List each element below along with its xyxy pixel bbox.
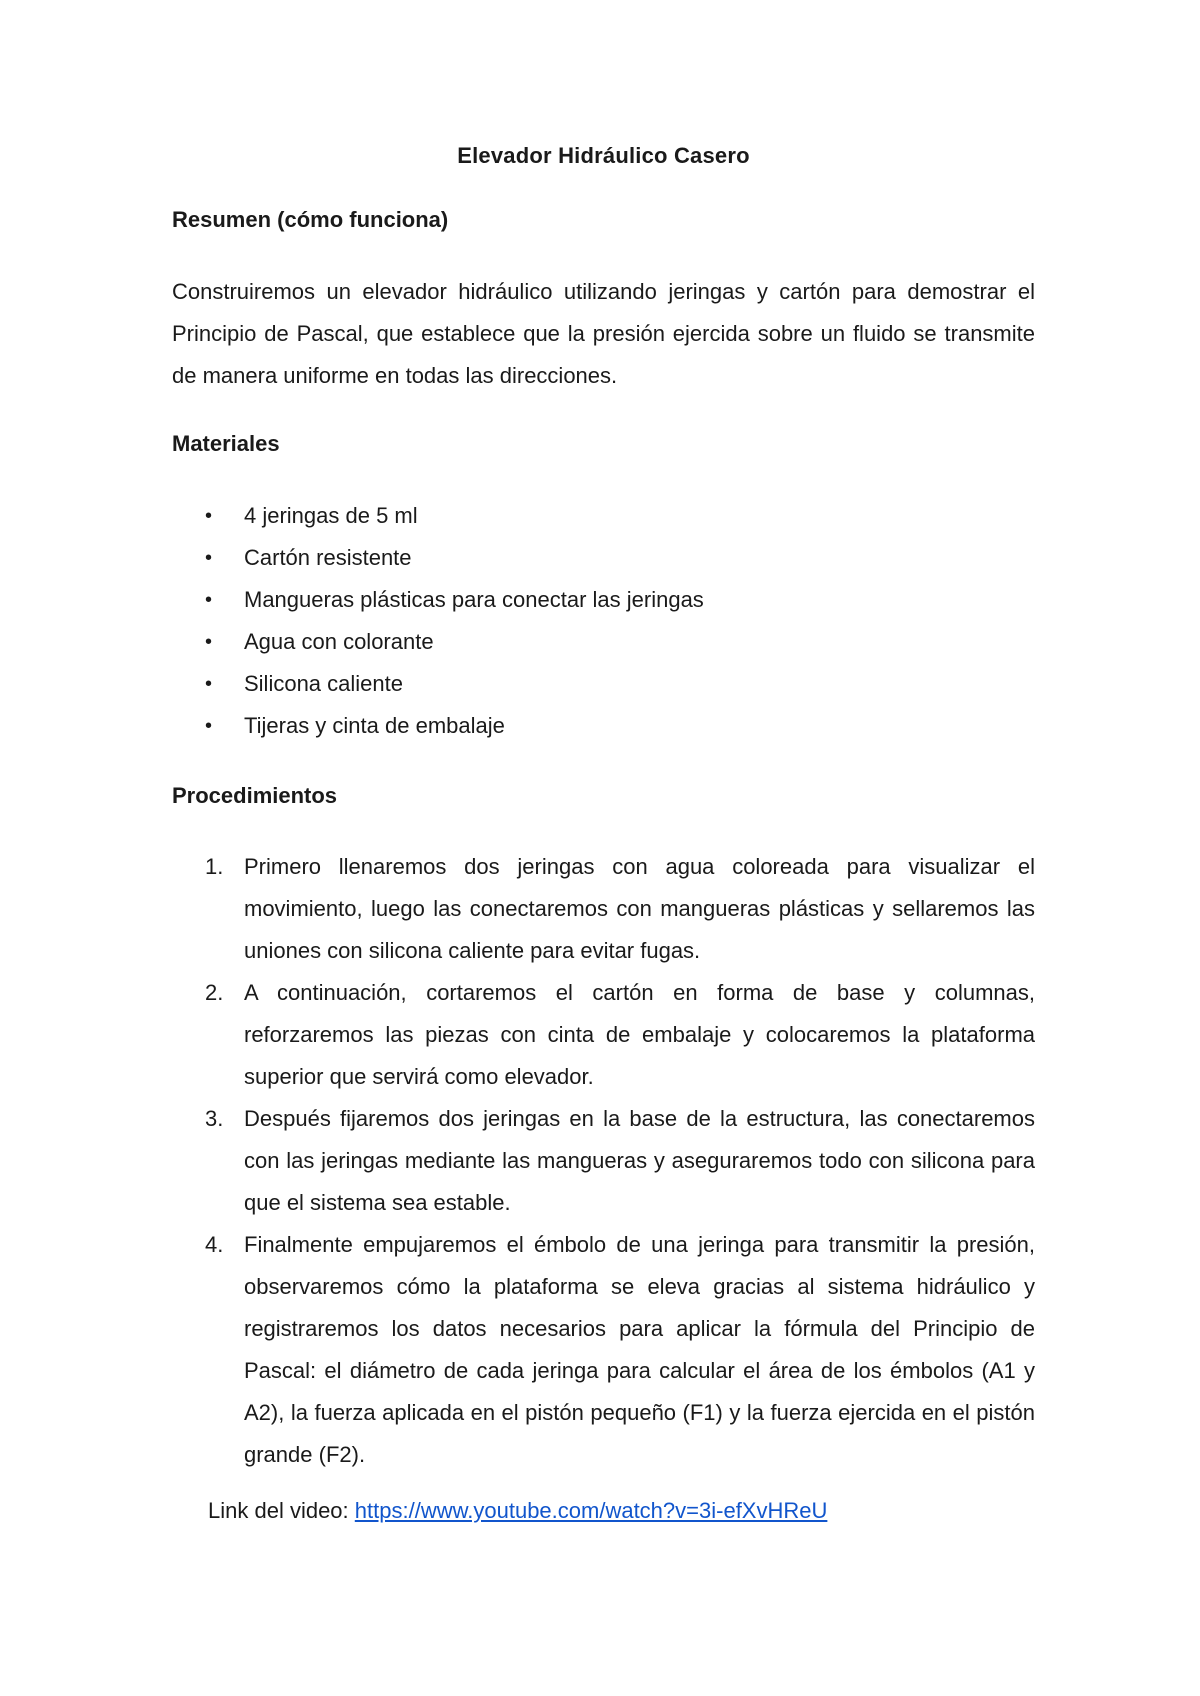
bullet-icon: •: [205, 673, 213, 695]
materials-list: [172, 495, 1035, 747]
document-title: Elevador Hidráulico Casero: [457, 143, 750, 168]
resumen-paragraph: Construiremos un elevador hidráulico utilizando jeringas y cartón para demostrar el Principio de Pascal, que establece que la presión ejercida sobre un fluido se transmite de manera uniforme en todas las direcciones.: [172, 279, 1035, 388]
step-number: 3.: [205, 1106, 224, 1131]
bullet-icon: •: [205, 715, 213, 737]
procedure-step: [172, 846, 1035, 972]
material-label: Agua con colorante: [244, 629, 434, 654]
step-number: 1.: [205, 854, 224, 879]
step-number: 2.: [205, 980, 224, 1005]
bullet-icon: •: [205, 505, 213, 527]
step-text: Finalmente empujaremos el émbolo de una jeringa para transmitir la presión, observaremos cómo la plataforma se eleva gracias al sistema hidráulico y registraremos los datos necesarios para aplicar la fórmula del Principio de Pascal: el diámetro de cada jeringa para calcular el área de los émbolos (A1 y A2), la fuerza aplicada en el pistón pequeño (F1) y la fuerza ejercida en el pistón grande (F2).: [244, 1232, 1035, 1467]
list-item: [172, 621, 1035, 663]
step-text: Después fijaremos dos jeringas en la base de la estructura, las conectaremos con las jeringas mediante las mangueras y aseguraremos todo con silicona para que el sistema sea estable.: [244, 1106, 1035, 1215]
list-item: [172, 579, 1035, 621]
procedure-step: [172, 972, 1035, 1098]
procedure-step: [172, 1098, 1035, 1224]
list-item: [172, 495, 1035, 537]
section-heading-procedimientos: Procedimientos: [172, 783, 338, 808]
material-label: Tijeras y cinta de embalaje: [244, 713, 505, 738]
list-item: [172, 537, 1035, 579]
section-heading-resumen: Resumen (cómo funciona): [172, 207, 449, 232]
material-label: 4 jeringas de 5 ml: [244, 503, 418, 528]
bullet-icon: •: [205, 631, 213, 653]
list-item: [172, 663, 1035, 705]
section-heading-materiales: Materiales: [172, 431, 280, 456]
bullet-icon: •: [205, 547, 213, 569]
material-label: Mangueras plásticas para conectar las jeringas: [244, 587, 704, 612]
list-item: [172, 705, 1035, 747]
step-number: 4.: [205, 1232, 224, 1257]
video-link-label: Link del video:: [208, 1498, 349, 1523]
step-text: Primero llenaremos dos jeringas con agua coloreada para visualizar el movimiento, luego las conectaremos con mangueras plásticas y sellaremos las uniones con silicona caliente para evitar fugas.: [244, 854, 1035, 963]
material-label: Cartón resistente: [244, 545, 412, 570]
video-link[interactable]: https://www.youtube.com/watch?v=3i-efXvHReU: [354, 1498, 828, 1523]
step-text: A continuación, cortaremos el cartón en forma de base y columnas, reforzaremos las piezas con cinta de embalaje y colocaremos la plataforma superior que servirá como elevador.: [244, 980, 1035, 1089]
material-label: Silicona caliente: [244, 671, 403, 696]
video-link-line: [172, 1490, 1035, 1532]
procedure-step: [172, 1224, 1035, 1476]
bullet-icon: •: [205, 589, 213, 611]
procedure-steps-list: [172, 846, 1035, 1476]
